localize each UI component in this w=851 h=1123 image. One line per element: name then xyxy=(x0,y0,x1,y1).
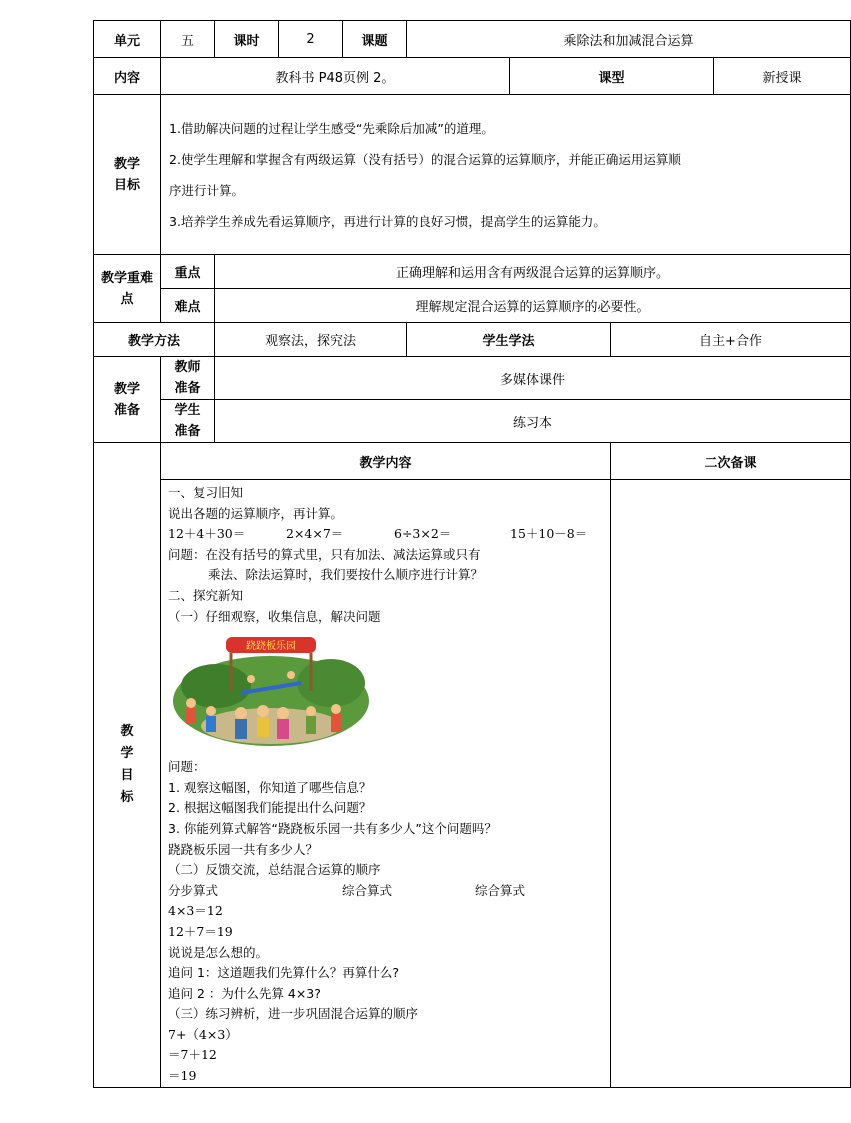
goal-item: 1.借助解决问题的过程让学生感受“先乘除后加减”的道理。 xyxy=(169,120,494,136)
child-head xyxy=(247,675,255,683)
teacher-prep-label-text: 教师准备 xyxy=(174,360,201,396)
difficulty-value: 理解规定混合运算的运算顺序的必要性。 xyxy=(215,289,851,323)
content-line: ＝7＋12 xyxy=(168,1047,217,1063)
content-line: 追问 2 ：为什么先算 4×3? xyxy=(168,985,321,1001)
notes-header: 二次备课 xyxy=(611,443,851,480)
content-line: 问题： xyxy=(168,759,206,775)
content-line: 二、探究新知 xyxy=(168,587,244,603)
content-line: 跷跷板乐园一共有多少人？ xyxy=(168,841,319,857)
unit-label: 单元 xyxy=(94,21,161,58)
content-label: 内容 xyxy=(94,58,161,95)
goals-label-text: 教学目标 xyxy=(114,156,141,193)
child-head xyxy=(206,706,216,716)
child-head xyxy=(287,671,295,679)
focus-value: 正确理解和运用含有两级混合运算的运算顺序。 xyxy=(215,255,851,289)
goals-list xyxy=(161,95,851,255)
method-label: 教学方法 xyxy=(94,323,215,357)
goal-item: 序进行计算。 xyxy=(169,182,245,198)
content-line: 3. 你能列算式解答“跷跷板乐园一共有多少人”这个问题吗？ xyxy=(168,820,497,836)
method-value: 观察法，探究法 xyxy=(215,323,407,357)
child-body xyxy=(277,719,289,739)
period-value: 2 xyxy=(279,21,343,58)
content-line: 说出各题的运算顺序，再计算。 xyxy=(168,505,344,521)
content-line: 7+（4×3） xyxy=(168,1026,238,1042)
child-head xyxy=(257,705,269,717)
illustration-tree xyxy=(297,659,365,707)
expression: 6÷3×2＝ xyxy=(394,526,452,542)
process-side-label-text: 教学目标 xyxy=(120,723,134,805)
key-points-label xyxy=(94,255,161,323)
content-line: 一、复习旧知 xyxy=(168,485,244,500)
child-head xyxy=(186,698,196,708)
content-value: 教科书 P48页例 2。 xyxy=(161,58,510,95)
seesaw-park-illustration xyxy=(171,631,371,749)
review-expressions xyxy=(168,524,604,545)
focus-label: 重点 xyxy=(161,255,215,289)
child-head xyxy=(235,707,247,719)
child-body xyxy=(186,708,196,724)
content-line: 说说是怎么想的。 xyxy=(168,944,269,960)
student-prep-value: 练习本 xyxy=(215,400,851,443)
difficulty-label: 难点 xyxy=(161,289,215,323)
process-side-label xyxy=(94,443,161,1088)
child-body xyxy=(235,719,247,739)
key-points-label-text: 教学重难点 xyxy=(101,270,154,307)
expression: 2×4×7＝ xyxy=(286,526,344,542)
content-line: 乘法、除法运算时，我们要按什么顺序进行计算？ xyxy=(208,567,484,583)
teaching-content-header: 教学内容 xyxy=(161,443,611,480)
student-prep-label-text: 学生准备 xyxy=(174,403,201,439)
topic-value: 乘除法和加减混合运算 xyxy=(407,21,851,58)
content-line: （二）反馈交流，总结混合运算的顺序 xyxy=(168,862,381,878)
unit-value: 五 xyxy=(161,21,215,58)
period-label: 课时 xyxy=(215,21,279,58)
step-formula-label: 分步算式 xyxy=(168,882,219,898)
content-line: （三）练习辨析，进一步巩固混合运算的顺序 xyxy=(168,1006,419,1022)
child-body xyxy=(306,716,316,734)
child-body xyxy=(257,717,269,737)
content-line: 问题：在没有括号的算式里，只有加法、减法运算或只有 xyxy=(168,546,481,562)
content-line: 2. 根据这幅图我们能提出什么问题？ xyxy=(168,800,372,816)
preparation-label-text: 教学准备 xyxy=(114,381,141,418)
lesson-type-label: 课型 xyxy=(510,58,714,95)
teacher-prep-label xyxy=(161,357,215,400)
lesson-type-value: 新授课 xyxy=(714,58,851,95)
study-method-label: 学生学法 xyxy=(407,323,611,357)
content-line: 追问 1：这道题我们先算什么？再算什么? xyxy=(168,965,400,981)
child-head xyxy=(306,706,316,716)
lesson-plan-table xyxy=(93,20,851,1088)
child-head xyxy=(331,704,341,714)
teacher-prep-value: 多媒体课件 xyxy=(215,357,851,400)
notes-area xyxy=(611,480,851,1088)
teaching-content xyxy=(161,480,611,1088)
combined-formula-label: 综合算式 xyxy=(342,882,393,898)
preparation-label xyxy=(94,357,161,443)
child-head xyxy=(277,707,289,719)
expression: 15＋10－8＝ xyxy=(510,526,588,542)
expression: 12＋4＋30＝ xyxy=(168,526,246,542)
goal-item: 3.培养学生养成先看运算顺序，再进行计算的良好习惯，提高学生的运算能力。 xyxy=(169,213,606,229)
formula-headers xyxy=(168,881,604,902)
study-method-value: 自主+合作 xyxy=(611,323,851,357)
content-line: 1. 观察这幅图，你知道了哪些信息？ xyxy=(168,779,372,795)
child-body xyxy=(331,714,341,732)
combined-formula-label: 综合算式 xyxy=(475,882,526,898)
topic-label: 课题 xyxy=(343,21,407,58)
content-line: 12＋7＝19 xyxy=(168,923,233,939)
illustration-ground xyxy=(201,708,341,744)
sign-text: 跷跷板乐园 xyxy=(246,641,296,653)
goal-item: 2.使学生理解和掌握含有两级运算（没有括号）的混合运算的运算顺序，并能正确运用运算顺 xyxy=(169,151,681,167)
content-line: ＝19 xyxy=(168,1068,197,1084)
content-line: 4×3＝12 xyxy=(168,903,223,919)
goals-label xyxy=(94,95,161,255)
student-prep-label xyxy=(161,400,215,443)
child-body xyxy=(206,716,216,732)
content-line: （一）仔细观察，收集信息，解决问题 xyxy=(168,608,381,624)
